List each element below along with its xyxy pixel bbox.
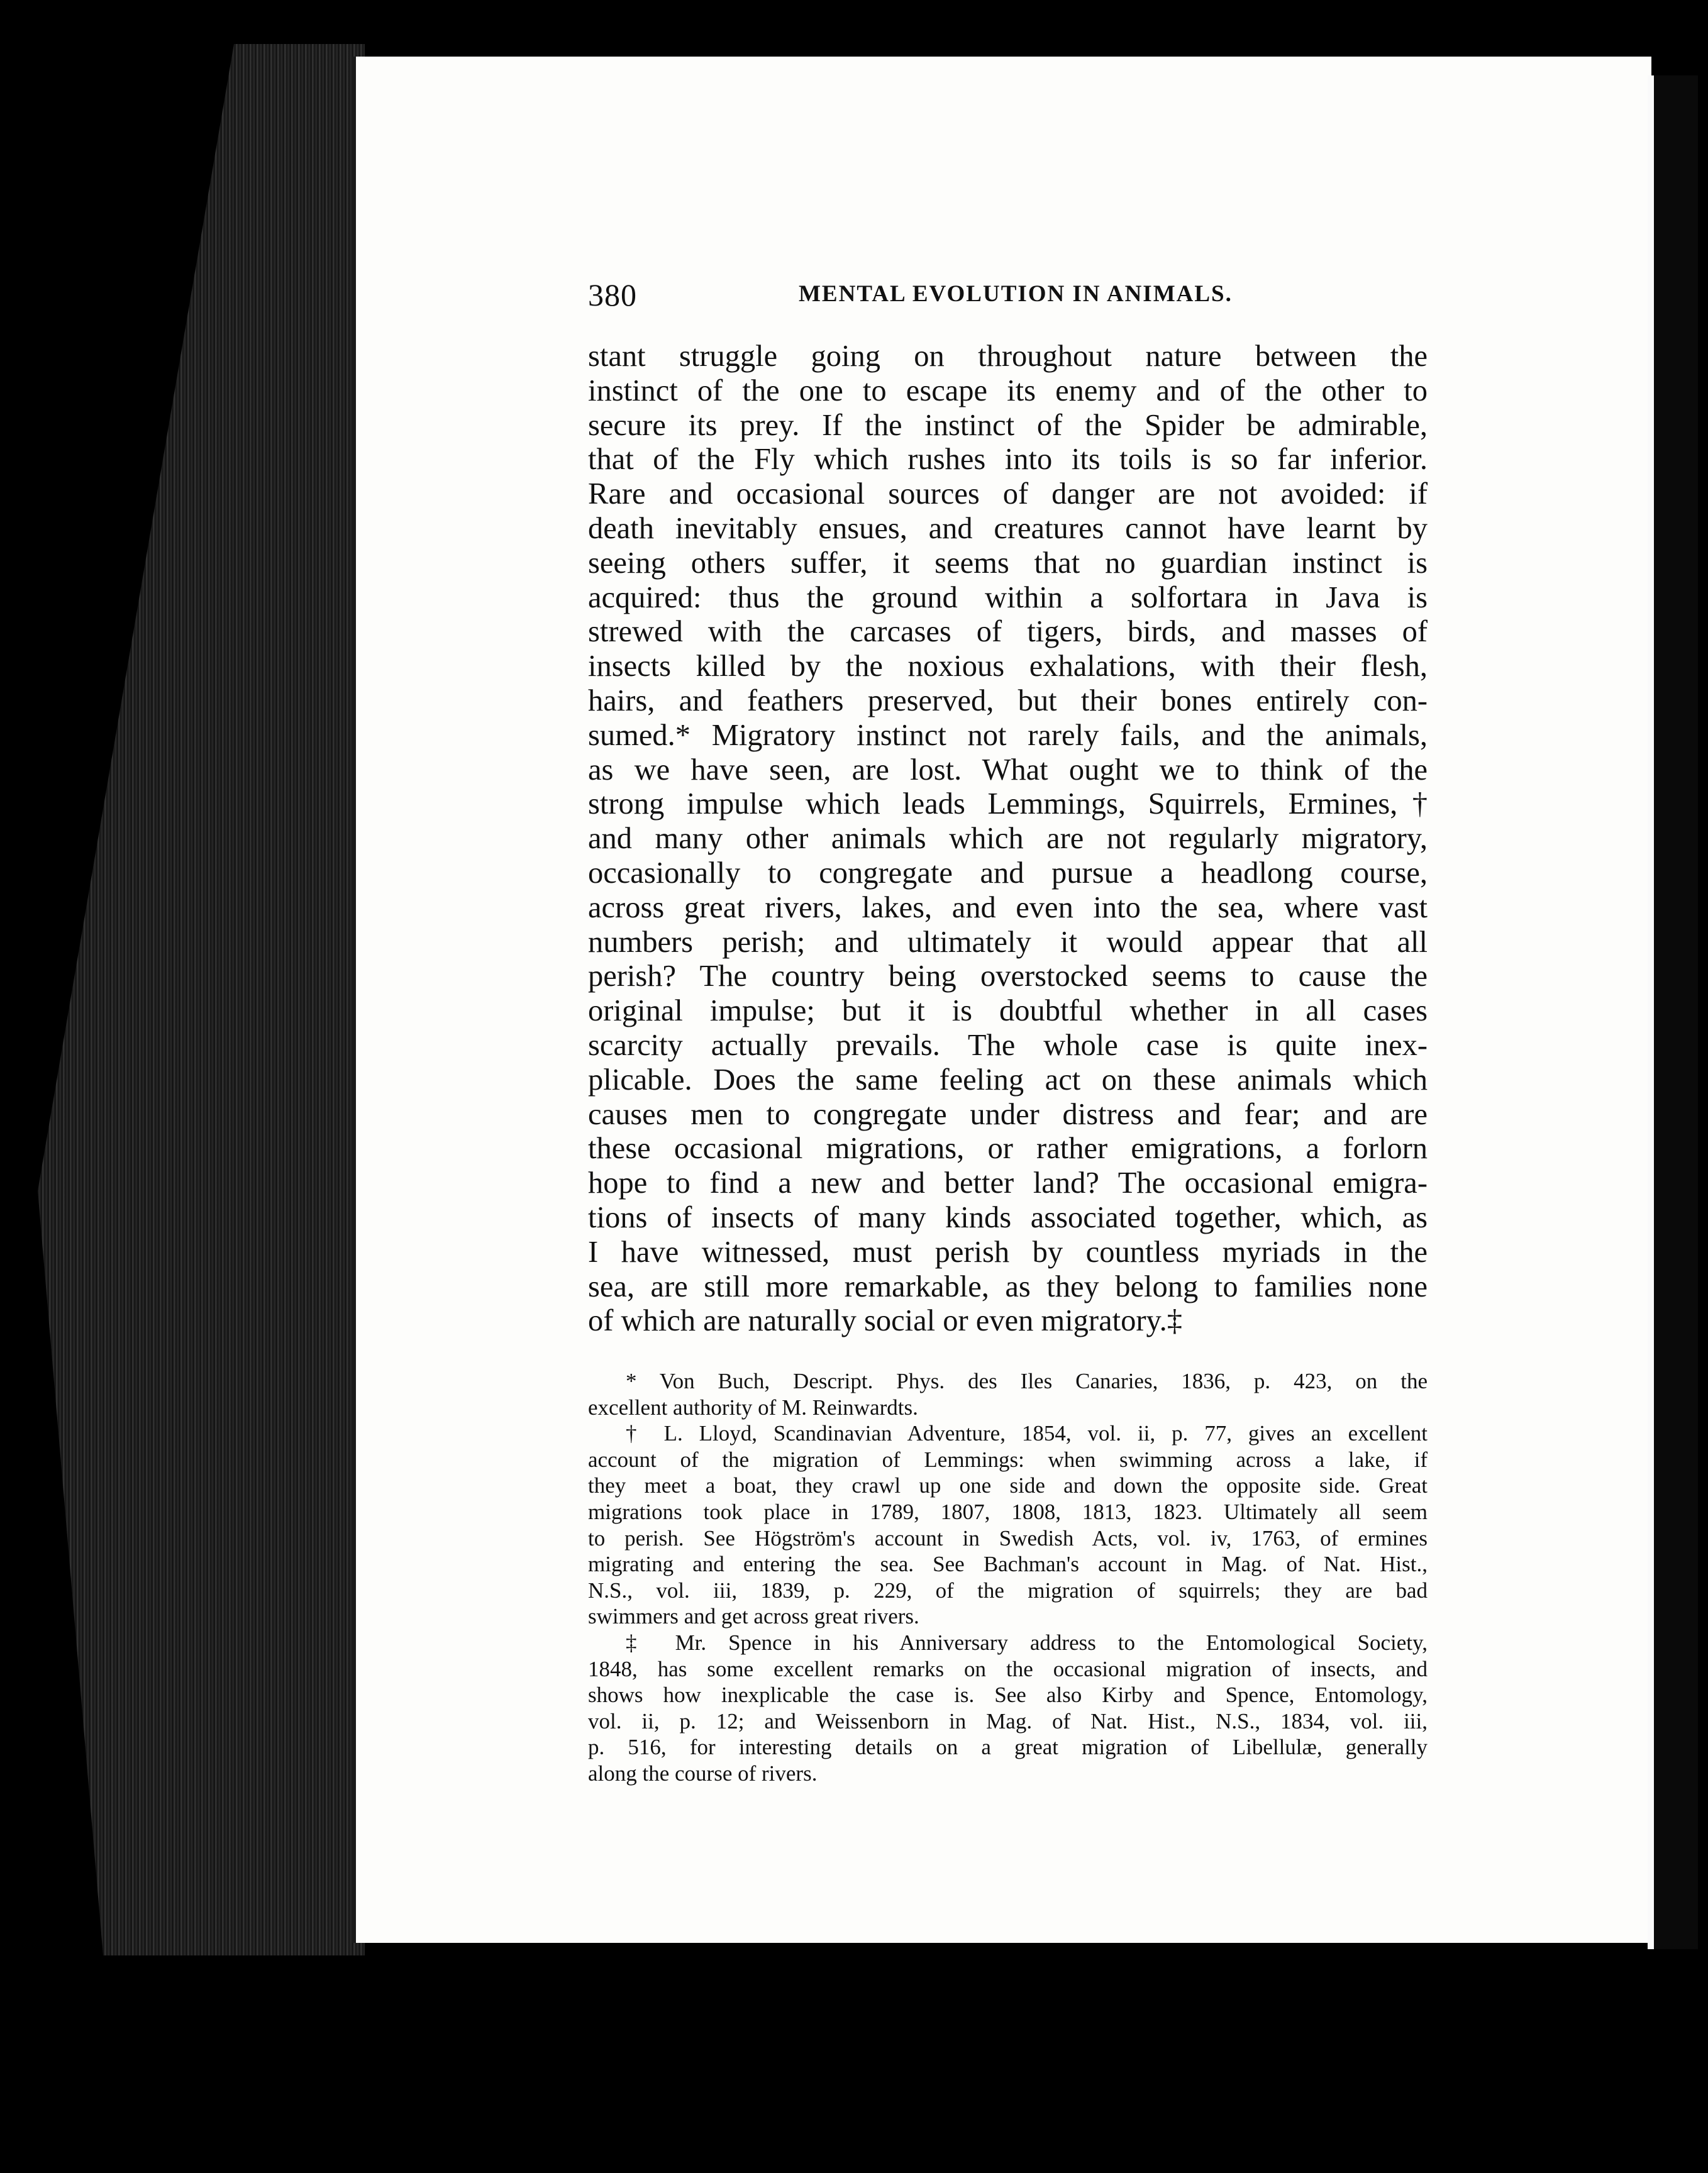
footnote-line: vol. ii, p. 12; and Weissenborn in Mag. of Nat. Hist., N.S., 1834, vol. iii, — [588, 1708, 1428, 1733]
body-line: secure its prey. If the instinct of the Spider be admirable, — [588, 408, 1428, 442]
footnote-line: migrating and entering the sea. See Bachman's account in Mag. of Nat. Hist., — [588, 1552, 1428, 1577]
body-line: Rare and occasional sources of danger are not avoided: if — [588, 477, 1428, 511]
body-line: death inevitably ensues, and creatures cannot have learnt by — [588, 511, 1428, 545]
body-line: causes men to congregate under distress and fear; and are — [588, 1097, 1428, 1131]
body-line: sea, are still more remarkable, as they belong to families none — [588, 1269, 1428, 1303]
running-head — [588, 277, 1273, 314]
footnote-line: migrations took place in 1789, 1807, 1808, 1813, 1823. Ultimately all seem — [588, 1499, 1428, 1524]
body-line: strong impulse which leads Lemmings, Squirrels, Ermines,† — [588, 787, 1428, 821]
body-line: occasionally to congregate and pursue a headlong course, — [588, 856, 1428, 890]
body-line: sumed.* Migratory instinct not rarely fails, and the animals, — [588, 718, 1428, 752]
body-line: that of the Fly which rushes into its toils is so far inferior. — [588, 443, 1428, 477]
body-line: these occasional migrations, or rather emigrations, a forlorn — [588, 1132, 1428, 1166]
running-title: MENTAL EVOLUTION IN ANIMALS. — [799, 281, 1233, 307]
body-line: tions of insects of many kinds associated together, which, as — [588, 1200, 1428, 1234]
body-line: perish? The country being overstocked seems to cause the — [588, 959, 1428, 993]
body-line: acquired: thus the ground within a solfortara in Java is — [588, 580, 1428, 614]
body-line: across great rivers, lakes, and even into the sea, where vast — [588, 890, 1428, 924]
body-line: strewed with the carcases of tigers, birds, and masses of — [588, 615, 1428, 649]
page-number: 380 — [588, 277, 637, 312]
footnote-line: swimmers and get across great rivers. — [588, 1604, 919, 1629]
body-line: scarcity actually prevails. The whole case is quite inex- — [588, 1028, 1428, 1062]
body-line: stant struggle going on throughout nature between the — [588, 340, 1428, 373]
footnote-line: * Von Buch, Descript. Phys. des Iles Canaries, 1836, p. 423, on the — [626, 1369, 1428, 1393]
body-line: plicable. Does the same feeling act on these animals which — [588, 1063, 1428, 1097]
footnote-line: p. 516, for interesting details on a great migration of Libellulæ, generally — [588, 1735, 1428, 1760]
body-line: and many other animals which are not regularly migratory, — [588, 822, 1428, 856]
footnote-line: ‡ Mr. Spence in his Anniversary address to the Entomological Society, — [626, 1630, 1428, 1655]
footnote-line: excellent authority of M. Reinwardts. — [588, 1395, 918, 1420]
footnote-line: † L. Lloyd, Scandinavian Adventure, 1854, vol. ii, p. 77, gives an excellent — [626, 1421, 1428, 1446]
footnote-line: N.S., vol. iii, 1839, p. 229, of the migration of squirrels; they are bad — [588, 1578, 1428, 1603]
body-line: hairs, and feathers preserved, but their bones entirely con- — [588, 683, 1428, 717]
book-fore-edge — [38, 44, 365, 1955]
footnote-line: to perish. See Högström's account in Swedish Acts, vol. iv, 1763, of ermines — [588, 1525, 1428, 1551]
footnote-line: shows how inexplicable the case is. See also Kirby and Spence, Entomology, — [588, 1683, 1428, 1708]
facing-page-edge — [1648, 75, 1698, 1949]
footnote-line: along the course of rivers. — [588, 1761, 818, 1786]
footnote-line: 1848, has some excellent remarks on the occasional migration of insects, and — [588, 1656, 1428, 1681]
body-line: of which are naturally social or even migratory.‡ — [588, 1304, 1182, 1338]
footnotes — [588, 1368, 1428, 1787]
body-line: as we have seen, are lost. What ought we to think of the — [588, 753, 1428, 787]
body-line: original impulse; but it is doubtful whether in all cases — [588, 994, 1428, 1028]
body-text — [588, 340, 1428, 1339]
footnote-line: they meet a boat, they crawl up one side and down the opposite side. Great — [588, 1473, 1428, 1498]
body-line: seeing others suffer, it seems that no guardian instinct is — [588, 546, 1428, 580]
footnote-line: account of the migration of Lemmings: when swimming across a lake, if — [588, 1447, 1428, 1472]
body-line: hope to find a new and better land? The occasional emigra- — [588, 1166, 1428, 1200]
body-line: I have witnessed, must perish by countless myriads in the — [588, 1235, 1428, 1269]
body-line: instinct of the one to escape its enemy and of the other to — [588, 373, 1428, 407]
body-line: insects killed by the noxious exhalations, with their flesh, — [588, 650, 1428, 683]
body-line: numbers perish; and ultimately it would appear that all — [588, 925, 1428, 959]
